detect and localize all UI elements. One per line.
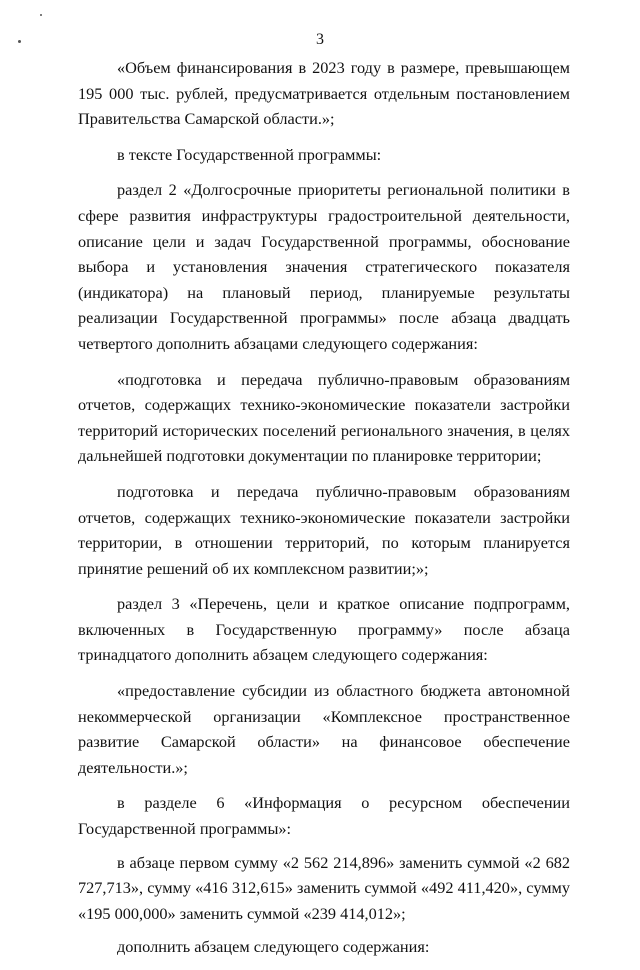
- paragraph-amount-replacements: в абзаце первом сумму «2 562 214,896» заменить суммой «2 682 727,713», сумму «416 312,615» заменить суммой «492 411,420», сумму «195 000,000» заменить суммой «239 414,012»;: [78, 852, 570, 923]
- paragraph-section-3: раздел 3 «Перечень, цели и краткое описание подпрограмм, включенных в Государственную программу» после абзаца тринадцатого дополнить абзацем следующего содержания:: [78, 594, 570, 665]
- paragraph-add-paragraph: дополнить абзацем следующего содержания:: [117, 937, 430, 957]
- paragraph-funding-volume: «Объем финансирования в 2023 году в размере, превышающем 195 000 тыс. рублей, предусматривается отдельным постановлением Правительства Самарской области.»;: [78, 58, 570, 129]
- paragraph-section-6: в разделе 6 «Информация о ресурсном обеспечении Государственной программы»:: [78, 793, 570, 839]
- paragraph-subsidy: «предоставление субсидии из областного бюджета автономной некоммерческой организации «Комплексное пространственное развитие Самарской области» на финансовое обеспечение деятельности.»;: [78, 681, 570, 777]
- paragraph-section-2: раздел 2 «Долгосрочные приоритеты региональной политики в сфере развития инфраструктуры градостроительной деятельности, описание цели и задач Государственной программы, обоснование выбора и установления значения стратегического показателя (индикатора) на плановый период, планируемые результаты реализации Государственной программы» после абзаца двадцать четвертого дополнить абзацами следующего содержания:: [78, 180, 570, 353]
- paragraph-complex-development: подготовка и передача публично-правовым образованиям отчетов, содержащих технико-экономические показатели застройки территории, в отношении территорий, по которым планируется принятие решений об их комплексном развитии;»;: [78, 481, 570, 578]
- scan-speck: [40, 14, 42, 16]
- paragraph-program-text-intro: в тексте Государственной программы:: [117, 144, 382, 164]
- paragraph-historic-settlements: «подготовка и передача публично-правовым образованиям отчетов, содержащих технико-экономические показатели застройки территорий исторических поселений регионального значения, в целях дальнейшей подготовки документации по планировке территории;: [78, 369, 570, 466]
- document-body: [78, 55, 570, 970]
- page-number: 3: [316, 31, 324, 48]
